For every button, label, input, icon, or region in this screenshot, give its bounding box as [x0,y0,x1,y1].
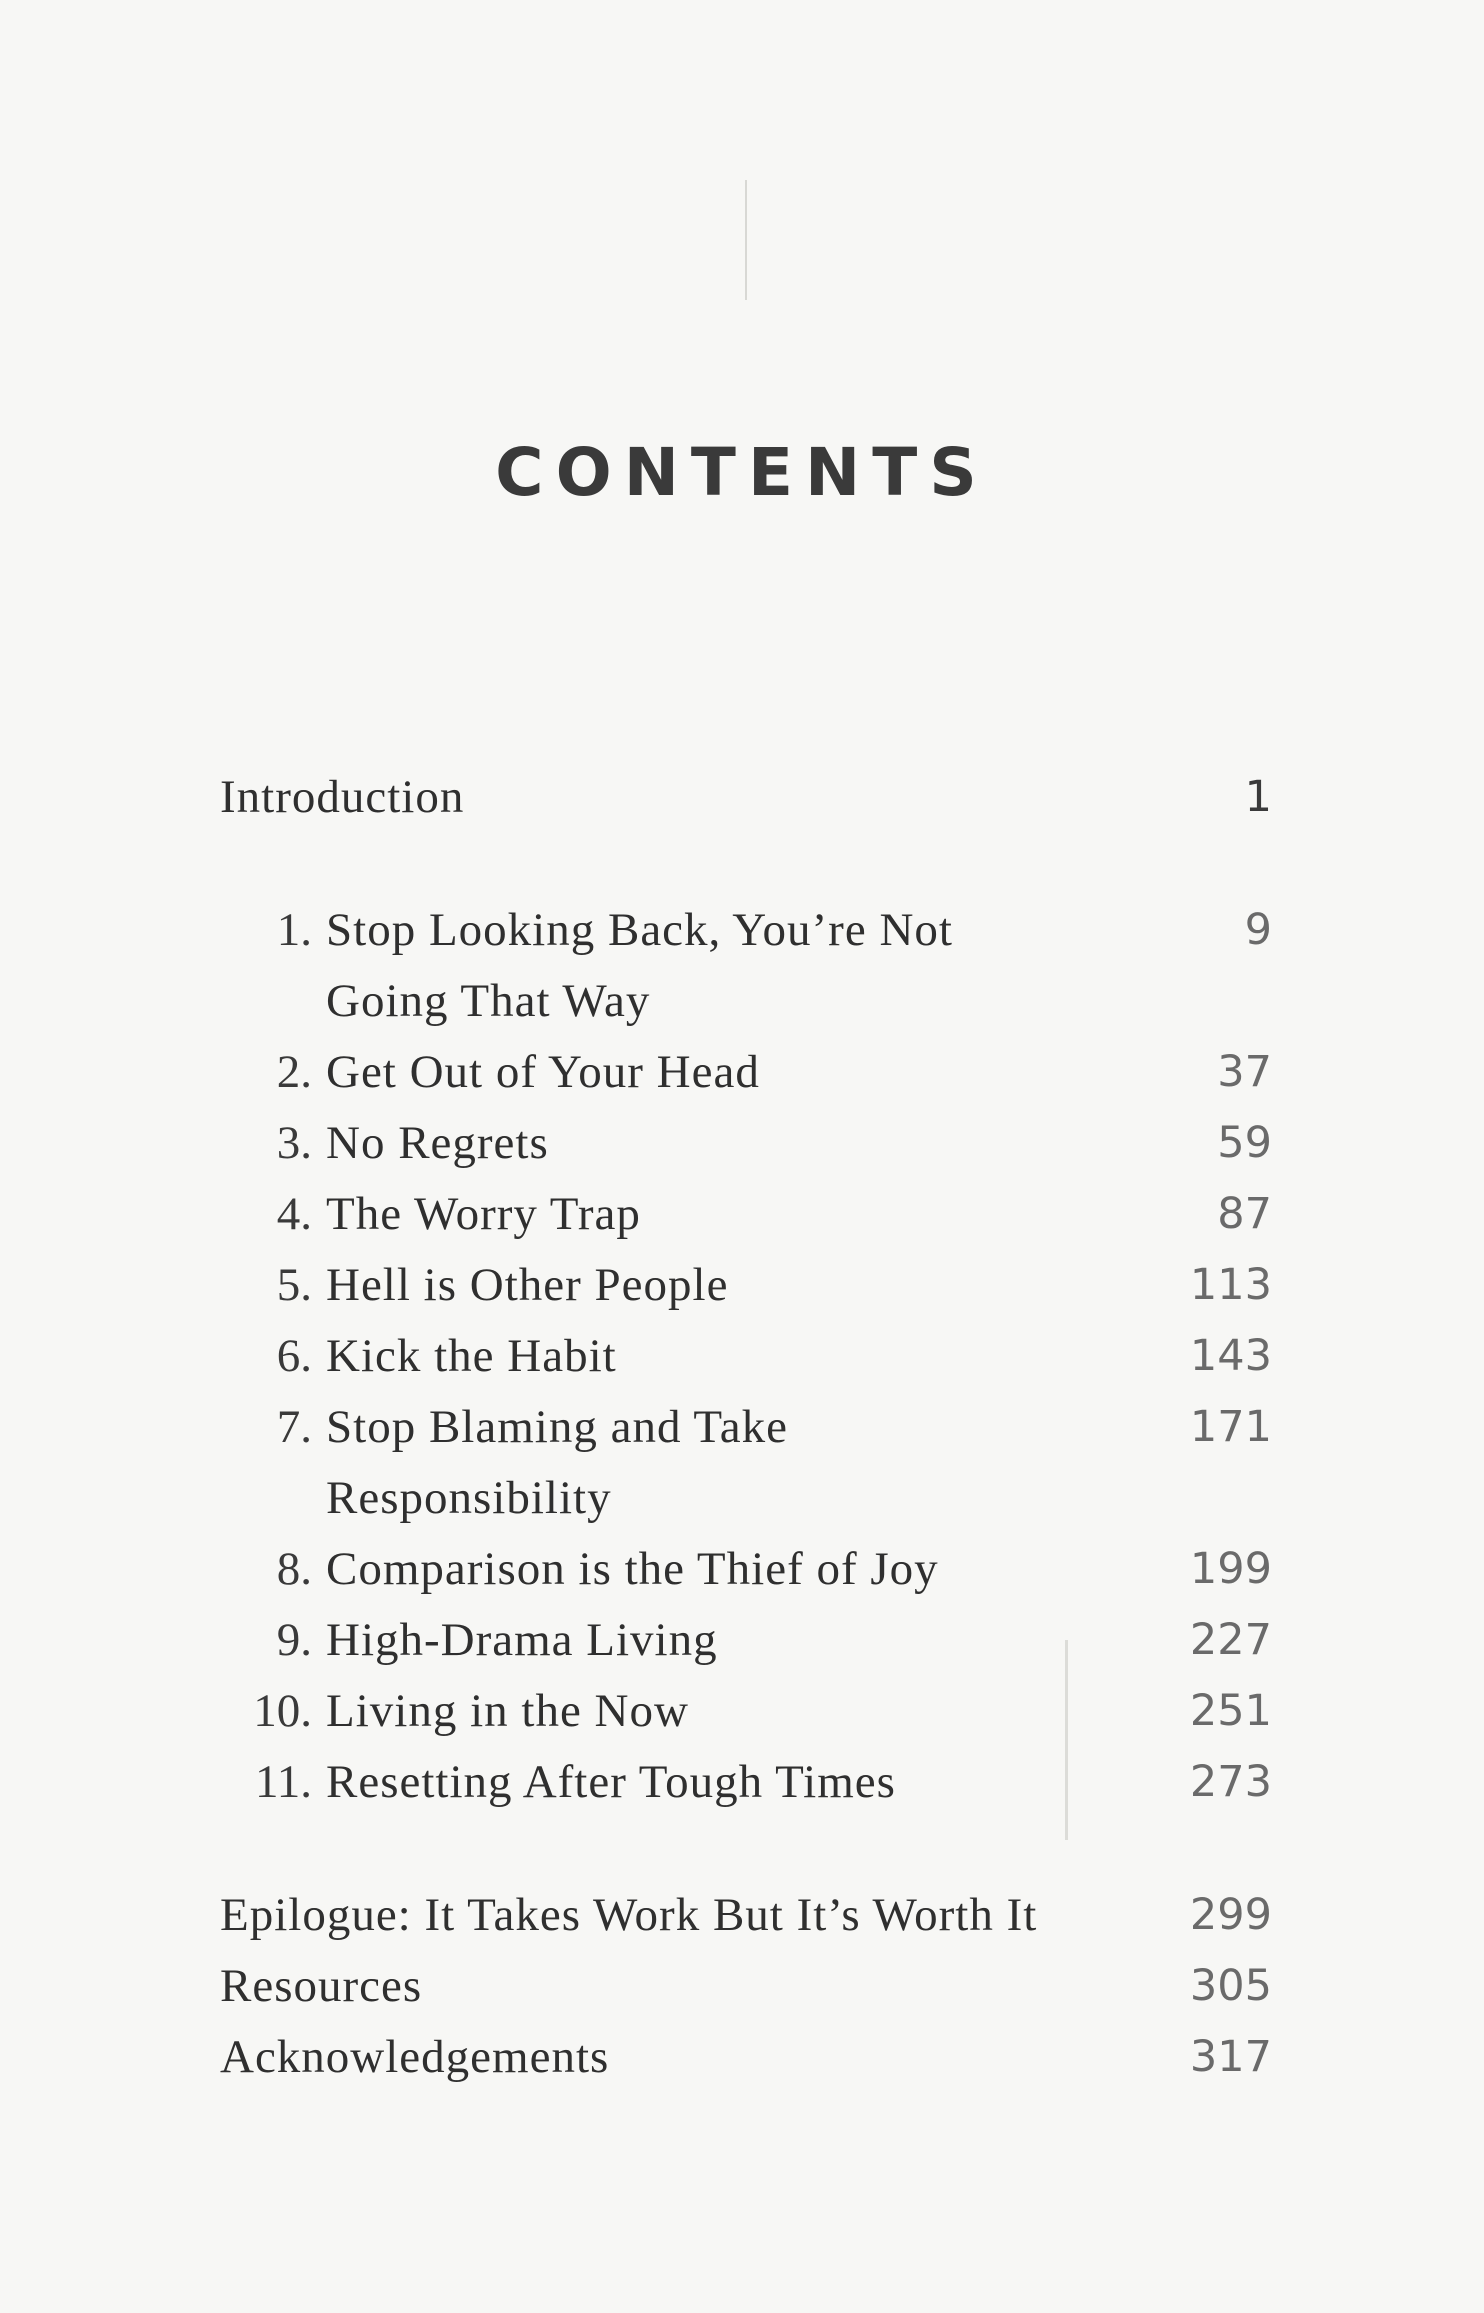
toc-entry-label: Introduction [220,771,465,823]
toc-entry-chapter-3[interactable] [0,1108,1484,1178]
chapter-title: Get Out of Your Head [326,1046,760,1098]
toc-entry-chapter-1[interactable] [0,895,1484,965]
chapter-number: 6. [276,1330,312,1382]
toc-entry-chapter-9[interactable] [0,1605,1484,1675]
chapter-number: 2. [276,1046,312,1098]
chapter-title: No Regrets [326,1117,549,1169]
chapter-number: 3. [276,1117,312,1169]
toc-entry-chapter-7-continued [0,1463,1484,1533]
toc-page-number: 273 [1189,1757,1272,1807]
toc-page-number: 143 [1189,1331,1272,1381]
chapter-title: Comparison is the Thief of Joy [326,1543,939,1595]
chapter-title: Hell is Other People [326,1259,729,1311]
toc-page-number: 59 [1217,1118,1272,1168]
chapter-number: 9. [276,1614,312,1666]
toc-page-number: 227 [1189,1615,1272,1665]
toc-entry-chapter-4[interactable] [0,1179,1484,1249]
toc-entry-chapter-2[interactable] [0,1037,1484,1107]
toc-page-number: 199 [1189,1544,1272,1594]
toc-entry-introduction[interactable] [0,762,1484,832]
toc-entry-chapter-7[interactable] [0,1392,1484,1462]
toc-entry-label: Epilogue: It Takes Work But It’s Worth It [220,1889,1038,1941]
toc-page-number: 37 [1217,1047,1272,1097]
toc-page-number: 113 [1189,1260,1272,1310]
toc-entry-chapter-11[interactable] [0,1747,1484,1817]
chapter-number: 8. [276,1543,312,1595]
chapter-title: Kick the Habit [326,1330,617,1382]
toc-page-number: 1 [1244,772,1272,822]
toc-entry-chapter-10[interactable] [0,1676,1484,1746]
chapter-title: High-Drama Living [326,1614,718,1666]
chapter-title-continued: Going That Way [326,975,651,1027]
chapter-title: Stop Looking Back, You’re Not [326,904,953,956]
chapter-title-continued: Responsibility [326,1472,612,1524]
chapter-title: The Worry Trap [326,1188,641,1240]
chapter-title: Stop Blaming and Take [326,1401,788,1453]
chapter-number: 11. [254,1756,312,1808]
chapter-number: 5. [276,1259,312,1311]
toc-entry-epilogue[interactable] [0,1880,1484,1950]
toc-entry-chapter-8[interactable] [0,1534,1484,1604]
toc-entry-label: Acknowledgements [220,2031,610,2083]
toc-page-number: 317 [1189,2032,1272,2082]
toc-entry-chapter-5[interactable] [0,1250,1484,1320]
chapter-title: Resetting After Tough Times [326,1756,896,1808]
chapter-title: Living in the Now [326,1685,689,1737]
toc-entry-label: Resources [220,1960,423,2012]
toc-entry-chapter-6[interactable] [0,1321,1484,1391]
chapter-number: 10. [253,1685,312,1737]
toc-entry-chapter-1-continued [0,966,1484,1036]
toc-page-number: 299 [1189,1890,1272,1940]
toc-page-number: 87 [1217,1189,1272,1239]
chapter-number: 7. [276,1401,312,1453]
paper-mark [745,180,747,300]
toc-page-number: 9 [1244,905,1272,955]
toc-entry-acknowledgements[interactable] [0,2022,1484,2092]
toc-entry-resources[interactable] [0,1951,1484,2021]
toc-page-number: 171 [1189,1402,1272,1452]
toc-page-number: 251 [1189,1686,1272,1736]
contents-heading: CONTENTS [495,434,989,511]
chapter-number: 1. [276,904,312,956]
chapter-number: 4. [276,1188,312,1240]
toc-page-number: 305 [1189,1961,1272,2011]
